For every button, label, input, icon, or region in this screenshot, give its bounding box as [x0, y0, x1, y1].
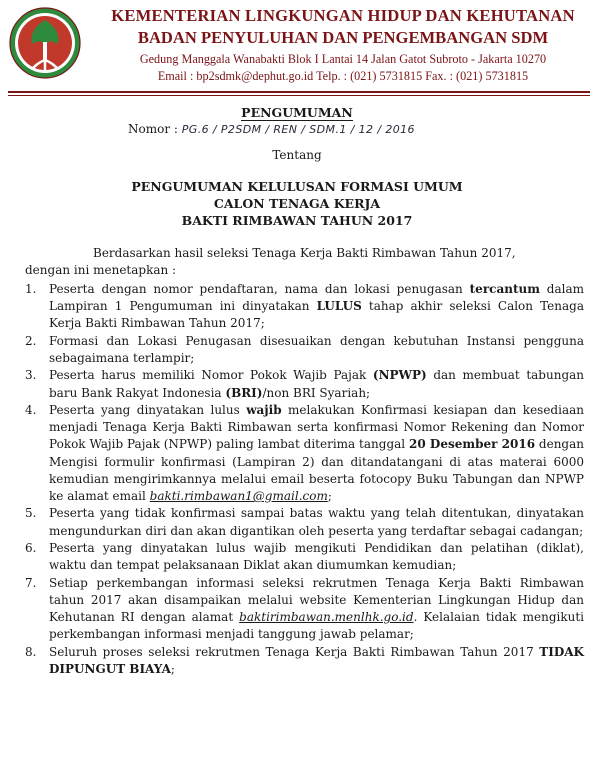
email-link[interactable]: bakti.rimbawan1@gmail.com	[149, 489, 328, 503]
tentang-label: Tentang	[272, 148, 322, 162]
ministry-name: KEMENTERIAN LINGKUNGAN HIDUP DAN KEHUTANAN	[111, 6, 575, 25]
subject-line: CALON TENAGA KERJA	[213, 196, 381, 211]
subject-line: BAKTI RIMBAWAN TAHUN 2017	[181, 213, 413, 228]
letterhead	[96, 6, 590, 84]
letterhead-rule-thick	[8, 91, 590, 93]
list-item: 6. Peserta yang dinyatakan lulus wajib mengikuti Pendidikan dan pelatihan (diklat), waktu dan tempat pelaksanaan Diklat akan diumumkan kemudian;	[25, 540, 584, 573]
decision-list	[0, 281, 594, 678]
list-item: 3. Peserta harus memiliki Nomor Pokok Wajib Pajak (NPWP) dan membuat tabungan baru Bank Rakyat Indonesia (BRI)/non BRI Syariah;	[25, 368, 585, 400]
subject-line: PENGUMUMAN KELULUSAN FORMASI UMUM	[131, 179, 463, 194]
document-subject	[0, 178, 594, 229]
list-item: 4. Peserta yang dinyatakan lulus wajib melakukan Konfirmasi kesiapan dan kesediaan menjadi Tenaga Kerja Bakti Rimbawan serta konfirmasi Nomor Rekening dan Nomor Pokok Wajib Pajak (NPWP) paling lambat diterima tanggal 20 Desember 2016 dengan Mengisi formulir konfirmasi (Lampiran 2) dan ditandatangani di atas materai 6000 kemudian mengirimkannya melalui email beserta fotocopy Buku Tabungan dan NPWP ke alamat email bakti.rimbawan1@gmail.com;	[25, 402, 584, 503]
list-item: 8. Seluruh proses seleksi rekrutmen Tenaga Kerja Bakti Rimbawan Tahun 2017 TIDAK DIPUNGUT BIAYA;	[25, 644, 584, 676]
list-item: 2. Formasi dan Lokasi Penugasan disesuaikan dengan kebutuhan Instansi pengguna sebagaimana terlampir;	[25, 333, 584, 365]
intro-line: dengan ini menetapkan :	[25, 263, 177, 278]
nomor-label: Nomor :	[128, 122, 178, 136]
website-link[interactable]: baktirimbawan.menlhk.go.id	[239, 609, 414, 624]
agency-contact: Email : bp2sdmk@dephut.go.id Telp. : (021) 5731815 Fax. : (021) 5731815	[157, 69, 529, 83]
document-number	[128, 122, 415, 136]
agency-name: BADAN PENYULUHAN DAN PENGEMBANGAN SDM	[137, 28, 549, 47]
list-item: 1. Peserta dengan nomor pendaftaran, nama dan lokasi penugasan tercantum dalam Lampiran 1 Pengumuman ini dinyatakan LULUS tahap akhir seleksi Calon Tenaga Kerja Bakti Rimbawan Tahun 2017;	[25, 282, 585, 331]
nomor-value: PG.6 / P2SDM / REN / SDM.1 / 12 / 2016	[181, 123, 415, 136]
intro-paragraph	[25, 245, 583, 279]
document-title: PENGUMUMAN	[241, 105, 353, 120]
list-item: 5. Peserta yang tidak konfirmasi sampai batas waktu yang telah ditentukan, dinyatakan mengundurkan diri dan akan digantikan oleh peserta yang terdaftar sebagai cadangan;	[25, 506, 584, 538]
list-item: 7. Setiap perkembangan informasi seleksi rekrutmen Tenaga Kerja Bakti Rimbawan tahun 2017 akan disampaikan melalui website Kementerian Lingkungan Hidup dan Kehutanan RI dengan alamat baktirimbawan.menlhk.go.id. Kelalaian tidak mengikuti perkembangan informasi menjadi tanggung jawab pelamar;	[25, 575, 584, 642]
ministry-logo	[8, 6, 82, 80]
agency-address: Gedung Manggala Wanabakti Blok I Lantai 14 Jalan Gatot Subroto - Jakarta 10270	[139, 52, 547, 66]
intro-line: Berdasarkan hasil seleksi Tenaga Kerja Bakti Rimbawan Tahun 2017,	[93, 246, 516, 260]
letterhead-rule-thin	[8, 95, 590, 96]
